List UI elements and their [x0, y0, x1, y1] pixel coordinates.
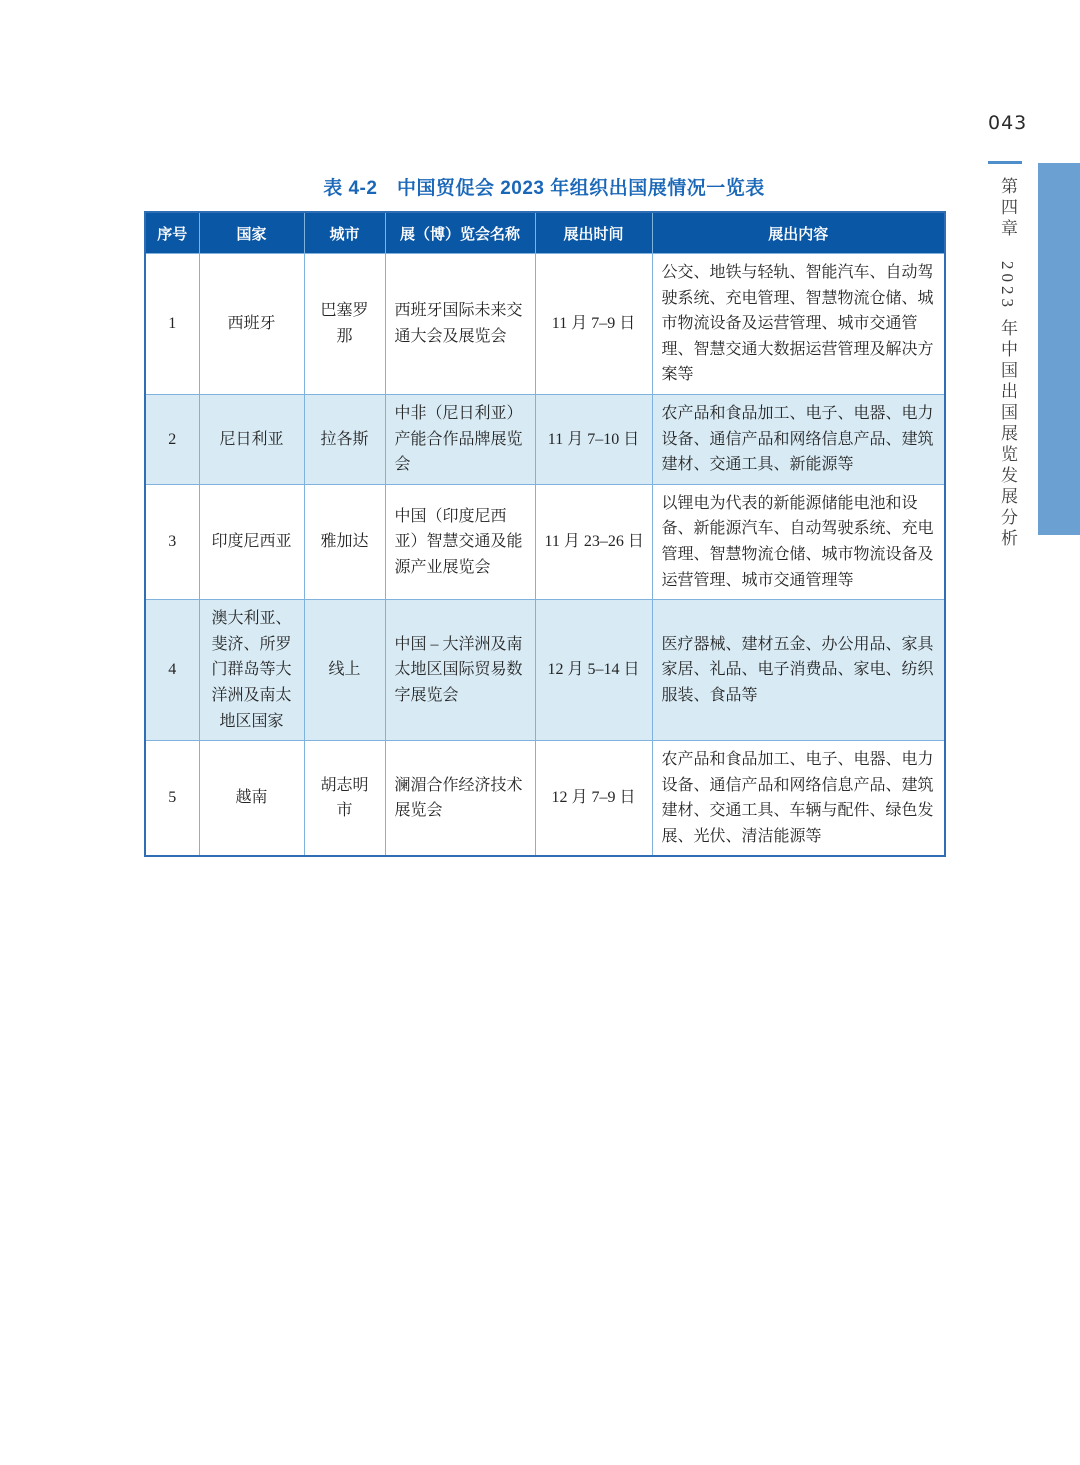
cell-city: 线上: [304, 600, 385, 741]
cell-serial: 2: [145, 394, 199, 484]
page-number: 043: [988, 112, 1028, 134]
cell-content: 医疗器械、建材五金、办公用品、家具家居、礼品、电子消费品、家电、纺织服装、食品等: [652, 600, 945, 741]
table-title: 表 4-2 中国贸促会 2023 年组织出国展情况一览表: [323, 178, 765, 199]
col-header-country: 国家: [199, 212, 304, 254]
table-row: [145, 741, 945, 857]
cell-time: 12 月 5–14 日: [535, 600, 652, 741]
cell-time: 11 月 7–9 日: [535, 254, 652, 395]
header-row: [145, 212, 945, 254]
cell-exhibition-name: 中国 – 大洋洲及南太地区国际贸易数字展览会: [385, 600, 535, 741]
cell-content: 公交、地铁与轻轨、智能汽车、自动驾驶系统、充电管理、智慧物流仓储、城市物流设备及运营管理、城市交通管理、智慧交通大数据运营管理及解决方案等: [652, 254, 945, 395]
cell-time: 12 月 7–9 日: [535, 741, 652, 857]
cell-time: 11 月 7–10 日: [535, 394, 652, 484]
cell-city: 雅加达: [304, 484, 385, 599]
cell-exhibition-name: 中国（印度尼西亚）智慧交通及能源产业展览会: [385, 484, 535, 599]
cell-city: 拉各斯: [304, 394, 385, 484]
cell-time: 11 月 23–26 日: [535, 484, 652, 599]
cell-content: 农产品和食品加工、电子、电器、电力设备、通信产品和网络信息产品、建筑建材、交通工具、新能源等: [652, 394, 945, 484]
cell-city: 胡志明市: [304, 741, 385, 857]
chapter-sidebar-label: 第四章 2023 年中国出国展览发展分析: [998, 177, 1017, 551]
col-header-exhibition-name: 展（博）览会名称: [385, 212, 535, 254]
cell-country: 尼日利亚: [199, 394, 304, 484]
col-header-time: 展出时间: [535, 212, 652, 254]
table-body: [145, 254, 945, 857]
cell-city: 巴塞罗那: [304, 254, 385, 395]
table-row: [145, 484, 945, 599]
col-header-city: 城市: [304, 212, 385, 254]
exhibitions-table: [144, 211, 946, 857]
table-row: [145, 254, 945, 395]
chapter-sidebar-bar: [1038, 163, 1080, 535]
cell-exhibition-name: 西班牙国际未来交通大会及展览会: [385, 254, 535, 395]
cell-content: 以锂电为代表的新能源储能电池和设备、新能源汽车、自动驾驶系统、充电管理、智慧物流仓储、城市物流设备及运营管理、城市交通管理等: [652, 484, 945, 599]
cell-exhibition-name: 澜湄合作经济技术展览会: [385, 741, 535, 857]
col-header-serial: 序号: [145, 212, 199, 254]
cell-country: 澳大利亚、斐济、所罗门群岛等大洋洲及南太地区国家: [199, 600, 304, 741]
cell-country: 西班牙: [199, 254, 304, 395]
cell-serial: 5: [145, 741, 199, 857]
table-row: [145, 600, 945, 741]
cell-country: 印度尼西亚: [199, 484, 304, 599]
cell-serial: 3: [145, 484, 199, 599]
sidebar-divider-line: [988, 161, 1022, 164]
cell-country: 越南: [199, 741, 304, 857]
cell-serial: 1: [145, 254, 199, 395]
cell-serial: 4: [145, 600, 199, 741]
table-row: [145, 394, 945, 484]
cell-content: 农产品和食品加工、电子、电器、电力设备、通信产品和网络信息产品、建筑建材、交通工具、车辆与配件、绿色发展、光伏、清洁能源等: [652, 741, 945, 857]
col-header-content: 展出内容: [652, 212, 945, 254]
table-header: [145, 212, 945, 254]
cell-exhibition-name: 中非（尼日利亚）产能合作品牌展览会: [385, 394, 535, 484]
